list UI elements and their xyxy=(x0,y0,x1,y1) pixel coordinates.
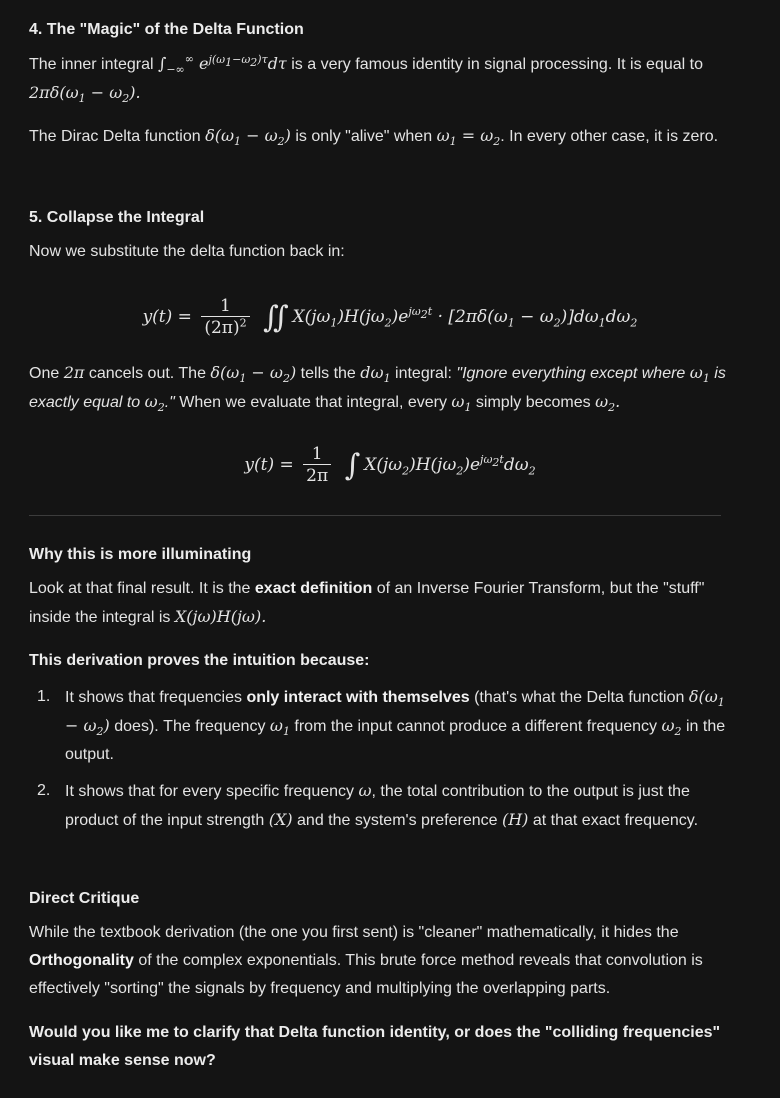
list-item: 2. It shows that for every specific frequency ω, the total contribution to the output is just the product of the input strength (X) and the system's preference (H) at that exact frequency. xyxy=(37,781,699,829)
delta-identity-math: $2\pi\delta(\omega_1 - \omega_2)$. xyxy=(29,83,141,106)
closing-question: Would you like me to clarify that Delta function identity, or does the "colliding frequencies" visual make sense now? xyxy=(29,1024,721,1069)
section-5-intro: Now we substitute the delta function back in: xyxy=(29,243,345,260)
reasons-list xyxy=(29,683,729,843)
equation-double-integral: y(t) = $\frac{1}{(2\pi)^2}$ ∬ $X(j\omega_1)H(j\omega_2)e^{j\omega_2t} \cdot [2\pi\delta(\omega_1 - \omega_2)]d\omega_1d\omega_2$ xyxy=(142,296,638,338)
why-heading: Why this is more illuminating xyxy=(29,546,252,563)
section-4-paragraph-2: The Dirac Delta function $\delta(\omega_1 - \omega_2)$ is only "alive" when $\omega_1 = \omega_2$. In every other case, it is zero. xyxy=(29,126,719,149)
critique-heading: Direct Critique xyxy=(29,890,140,907)
proves-heading: This derivation proves the intuition because: xyxy=(29,652,370,669)
list-item: 1. It shows that frequencies only interact with themselves (that's what the Delta function $\delta(\omega_1 - \omega_2)$ does). The frequency $\omega_1$ from the input cannot produce a different frequency $\omega_2$ in the output. xyxy=(37,687,726,763)
section-5-cancel-paragraph: One 2π cancels out. The $\delta(\omega_1 - \omega_2)$ tells the $d\omega_1$ integral: "Ignore everything except where $\omega_1$ is exactly equal to $\omega_2$." When we evaluate that integral, every $\omega_1$ simply becomes $\omega_2$. xyxy=(29,363,726,415)
section-4-paragraph-1: The inner integral $\int_{-\infty}^\infty$ $e^{j(\omega_1-\omega_2)\tau}d\tau$ is a very famous identity in signal processing. It is equal to $2\pi\delta(\omega_1 - \omega_2)$. xyxy=(29,52,703,106)
section-divider xyxy=(29,515,721,516)
why-paragraph: Look at that final result. It is the exact definition of an Inverse Fourier Transform, but the "stuff" inside the integral is X(jω)H(jω). xyxy=(29,580,705,626)
section-4-heading: 4. The "Magic" of the Delta Function xyxy=(29,21,304,38)
inner-integral-math: $\int_{-\infty}^\infty$ $e^{j(\omega_1-\omega_2)\tau}d\tau$ xyxy=(157,52,287,77)
critique-paragraph: While the textbook derivation (the one you first sent) is "cleaner" mathematically, it hides the Orthogonality of the complex exponentials. This brute force method reveals that convolution is effectively "sorting" the signals by frequency and multiplying the overlapping parts. xyxy=(29,924,703,997)
section-5-heading: 5. Collapse the Integral xyxy=(29,209,205,226)
equation-single-integral: y(t) = $\frac{1}{2\pi}$ ∫ $X(j\omega_2)H(j\omega_2)e^{j\omega_2t}d\omega_2$ xyxy=(244,444,536,486)
